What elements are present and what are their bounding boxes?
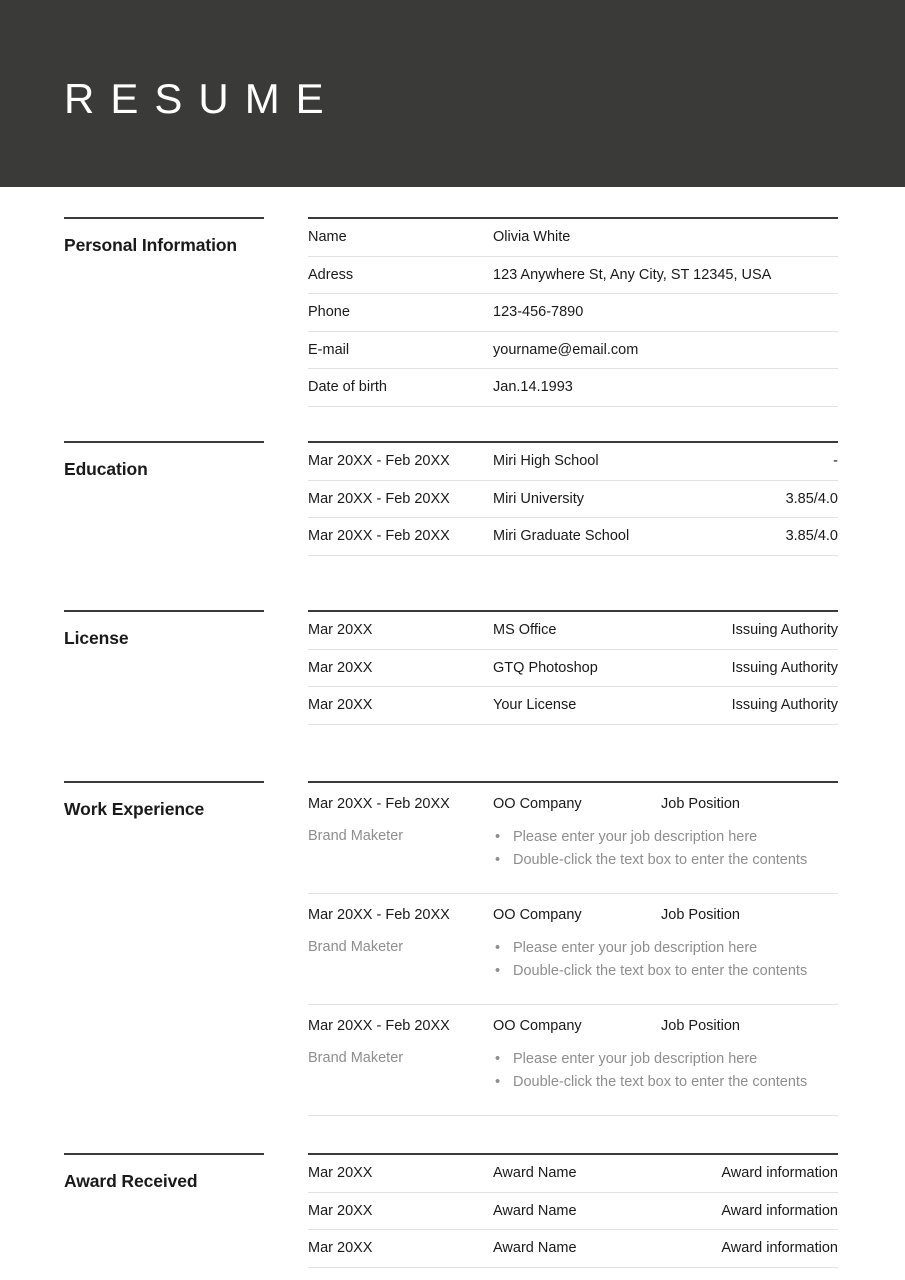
field-label: E-mail [308, 341, 350, 358]
work-experience-table [308, 781, 838, 1116]
work-description-list [493, 937, 838, 982]
table-row [308, 687, 838, 725]
work-description-list [493, 826, 838, 871]
section-personal-information [0, 217, 905, 407]
license-name: Your License [493, 697, 577, 713]
table-row [308, 650, 838, 688]
work-position: Job Position [661, 796, 740, 812]
license-authority: Issuing Authority [731, 697, 838, 713]
award-date: Mar 20XX [308, 1202, 373, 1219]
award-info: Award information [721, 1240, 838, 1256]
table-row [308, 294, 838, 332]
section-award-received [0, 1153, 905, 1280]
section-heading-wrap [64, 441, 264, 576]
list-item: • Double-click the text box to enter the contents [493, 1071, 838, 1094]
work-entry-header [308, 907, 838, 923]
education-date: Mar 20XX - Feb 20XX [308, 528, 450, 544]
page-title: RESUME [64, 74, 340, 122]
field-value: Jan.14.1993 [493, 379, 573, 395]
education-table [308, 441, 838, 556]
license-authority: Issuing Authority [731, 659, 838, 676]
award-table [308, 1153, 838, 1268]
field-label: Date of birth [308, 379, 387, 395]
work-description-list [493, 1048, 838, 1093]
section-heading-wrap [64, 1153, 264, 1280]
education-grade: - [833, 453, 838, 469]
award-info: Award information [721, 1202, 838, 1219]
work-entry-header [308, 796, 838, 812]
work-entry-body [308, 1048, 838, 1093]
field-value: 123 Anywhere St, Any City, ST 12345, USA [493, 266, 772, 283]
education-grade: 3.85/4.0 [785, 490, 838, 507]
work-entry-header [308, 1018, 838, 1034]
section-education [0, 441, 905, 576]
section-heading-work-experience: Work Experience [64, 799, 205, 819]
table-row [308, 257, 838, 295]
education-date: Mar 20XX - Feb 20XX [308, 453, 450, 469]
field-label: Phone [308, 304, 350, 320]
table-row [308, 481, 838, 519]
education-grade: 3.85/4.0 [785, 528, 838, 544]
award-date: Mar 20XX [308, 1165, 373, 1181]
work-position: Job Position [661, 1018, 740, 1034]
work-date: Mar 20XX - Feb 20XX [308, 907, 450, 923]
field-label: Name [308, 229, 347, 245]
table-row [308, 1230, 838, 1268]
work-company: OO Company [493, 1018, 582, 1034]
list-item: • Please enter your job description here [493, 1048, 838, 1071]
section-heading-wrap [64, 610, 264, 745]
table-row [308, 219, 838, 257]
list-item: • Please enter your job description here [493, 826, 838, 849]
work-entry-body [308, 826, 838, 871]
section-heading-personal-information: Personal Information [64, 235, 238, 255]
license-date: Mar 20XX [308, 622, 373, 638]
table-row [308, 1155, 838, 1193]
license-authority: Issuing Authority [731, 622, 838, 638]
work-position: Job Position [661, 907, 740, 923]
table-row [308, 518, 838, 556]
work-entry [308, 894, 838, 1005]
work-role: Brand Maketer [308, 939, 404, 955]
list-item: • Double-click the text box to enter the contents [493, 849, 838, 872]
award-info: Award information [721, 1165, 838, 1181]
license-date: Mar 20XX [308, 659, 373, 676]
award-name: Award Name [493, 1165, 577, 1181]
table-row [308, 443, 838, 481]
field-value: 123-456-7890 [493, 304, 584, 320]
list-item: • Double-click the text box to enter the contents [493, 960, 838, 983]
personal-information-table [308, 217, 838, 407]
work-company: OO Company [493, 796, 582, 812]
license-table [308, 610, 838, 725]
header-band [0, 0, 905, 187]
license-date: Mar 20XX [308, 697, 373, 713]
education-name: Miri Graduate School [493, 528, 630, 544]
section-heading-wrap [64, 217, 264, 407]
work-entry [308, 1005, 838, 1116]
work-company: OO Company [493, 907, 582, 923]
award-date: Mar 20XX [308, 1240, 373, 1256]
field-value: yourname@email.com [493, 341, 639, 358]
work-role: Brand Maketer [308, 1050, 404, 1066]
section-heading-wrap [64, 781, 264, 1121]
education-name: Miri High School [493, 453, 599, 469]
field-value: Olivia White [493, 229, 571, 245]
award-name: Award Name [493, 1240, 577, 1256]
education-date: Mar 20XX - Feb 20XX [308, 490, 450, 507]
list-item: • Please enter your job description here [493, 937, 838, 960]
table-row [308, 332, 838, 370]
work-date: Mar 20XX - Feb 20XX [308, 796, 450, 812]
table-row [308, 369, 838, 407]
license-name: MS Office [493, 622, 557, 638]
work-entry-body [308, 937, 838, 982]
work-entry [308, 783, 838, 894]
license-name: GTQ Photoshop [493, 659, 598, 676]
field-label: Adress [308, 266, 354, 283]
section-work-experience [0, 781, 905, 1121]
award-name: Award Name [493, 1202, 577, 1219]
section-heading-education: Education [64, 459, 148, 479]
work-role: Brand Maketer [308, 828, 404, 844]
table-row [308, 612, 838, 650]
education-name: Miri University [493, 490, 585, 507]
table-row [308, 1193, 838, 1231]
section-heading-license: License [64, 628, 129, 648]
section-license [0, 610, 905, 745]
section-heading-award-received: Award Received [64, 1171, 198, 1191]
work-date: Mar 20XX - Feb 20XX [308, 1018, 450, 1034]
resume-body [0, 187, 905, 1280]
